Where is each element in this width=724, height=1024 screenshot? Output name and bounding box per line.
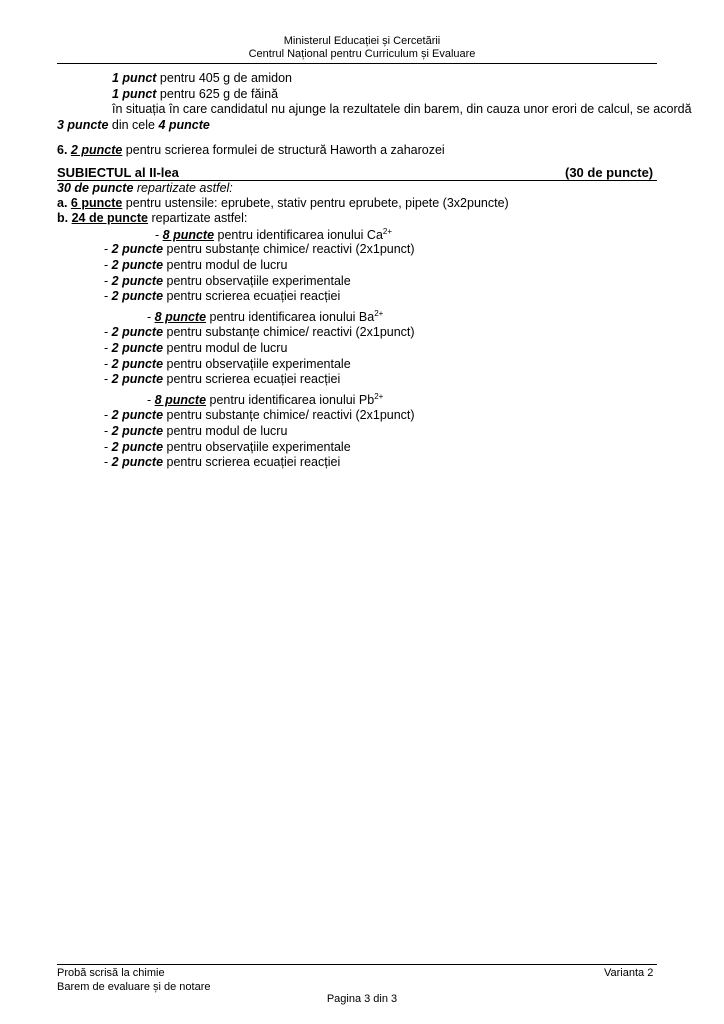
item-label: b. [57,211,69,225]
ion-heading-pb [147,393,383,407]
ion-heading-ca [155,228,392,242]
list-item [104,325,415,339]
footer-barem: Barem de evaluare și de notare [57,981,211,993]
points-label: 2 puncte [111,242,164,256]
points-label: 2 puncte [111,289,164,303]
section-points: (30 de puncte) [565,165,654,180]
intro-line-1 [112,71,292,85]
section-title: SUBIECTUL al II-lea [57,165,179,180]
ion-charge: 2+ [374,392,384,401]
footer-page-number: Pagina 3 din 3 [326,993,398,1005]
ion-text: pentru identificarea ionului [214,228,367,242]
dash: - [104,242,112,256]
item-number: 6. [57,143,68,157]
item-text: pentru scrierea ecuației reacției [163,289,341,303]
points-label: 24 de puncte [71,211,149,225]
points-label: 8 puncte [154,310,207,324]
item-text: pentru substanțe chimice/ reactivi (2x1punct) [163,408,415,422]
points-label: 4 puncte [158,118,210,132]
points-label: 1 punct [112,71,157,85]
dash: - [147,310,155,324]
points-label: 6 puncte [70,196,123,210]
points-label: 2 puncte [111,455,164,469]
list-item [104,372,340,386]
item-b [57,211,247,225]
points-label: 2 puncte [70,143,123,157]
list-item [104,424,287,438]
intro-text: pentru 405 g de amidon [156,71,292,85]
dash: - [104,341,112,355]
points-label: 2 puncte [111,424,164,438]
header-ministry: Ministerul Educației și Cercetării [283,35,441,47]
dash: - [104,357,112,371]
intro-line-2 [112,87,278,101]
item-label: a. [57,196,68,210]
dash: - [104,424,112,438]
section-subtitle [57,181,233,195]
footer-rule [57,964,657,965]
list-item [104,242,415,256]
list-item [104,408,415,422]
item-text: repartizate astfel: [148,211,248,225]
ion-symbol: Ba [358,310,375,324]
points-label: 2 puncte [111,341,164,355]
item-text: pentru scrierea ecuației reacției [163,372,341,386]
footer-exam: Probă scrisă la chimie [57,967,165,979]
points-label: 2 puncte [111,325,164,339]
list-item [104,258,287,272]
ion-charge: 2+ [374,309,384,318]
ion-text: pentru identificarea ionului [206,393,359,407]
item-text: pentru modul de lucru [163,341,288,355]
item-6 [57,143,445,157]
intro-text: pentru 625 g de făină [156,87,279,101]
item-text: pentru ustensile: eprubete, stativ pentru eprubete, pipete (3x2puncte) [122,196,509,210]
dash: - [155,228,163,242]
dash: - [104,440,112,454]
list-item [104,289,340,303]
item-text: pentru modul de lucru [163,424,288,438]
list-item [104,357,351,371]
points-label: 2 puncte [111,408,164,422]
dash: - [104,325,112,339]
list-item [104,455,340,469]
ion-text: pentru identificarea ionului [206,310,359,324]
dash: - [104,289,112,303]
item-a [57,196,509,210]
footer-variant: Varianta 2 [604,967,654,979]
points-label: 2 puncte [111,274,164,288]
item-text: pentru observațiile experimentale [163,357,351,371]
item-text: pentru substanțe chimice/ reactivi (2x1punct) [163,325,415,339]
list-item [104,274,351,288]
item-text: pentru observațiile experimentale [163,274,351,288]
ion-symbol: Ca [366,228,383,242]
subtitle-text: repartizate astfel: [133,181,233,195]
points-label: 2 puncte [111,440,164,454]
points-label: 30 de puncte [57,181,134,195]
intro-text: din cele [108,118,159,132]
header-rule [57,63,657,64]
dash: - [104,455,112,469]
intro-line-4 [57,118,210,132]
points-label: 8 puncte [162,228,215,242]
ion-symbol: Pb [358,393,375,407]
dash: - [147,393,155,407]
item-text: pentru observațiile experimentale [163,440,351,454]
list-item [104,440,351,454]
points-label: 1 punct [112,87,157,101]
list-item [104,341,287,355]
points-label: 8 puncte [154,393,207,407]
intro-line-3: în situația în care candidatul nu ajunge la rezultatele din barem, din cauza unor erori de calcul, se acordă [112,102,692,116]
points-label: 2 puncte [111,258,164,272]
dash: - [104,408,112,422]
points-label: 2 puncte [111,357,164,371]
item-text: pentru scrierea ecuației reacției [163,455,341,469]
dash: - [104,372,112,386]
points-label: 2 puncte [111,372,164,386]
ion-charge: 2+ [382,227,393,236]
dash: - [104,274,112,288]
item-text: pentru modul de lucru [163,258,288,272]
item-text: pentru scrierea formulei de structură Haworth a zaharozei [122,143,445,157]
item-text: pentru substanțe chimice/ reactivi (2x1punct) [163,242,415,256]
ion-heading-ba [147,310,383,324]
dash: - [104,258,112,272]
points-label: 3 puncte [57,118,109,132]
header-center: Centrul Național pentru Curriculum și Evaluare [248,48,476,60]
